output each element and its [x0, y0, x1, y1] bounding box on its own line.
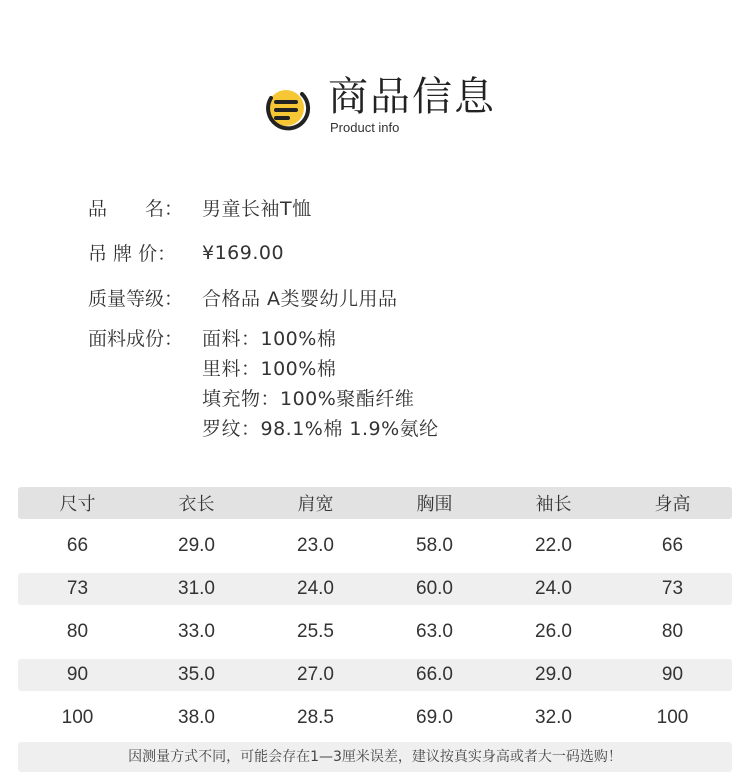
page-title: 商品信息 [328, 74, 496, 120]
table-cell: 25.5 [297, 621, 334, 642]
table-cell: 90 [66, 664, 89, 685]
table-row [18, 573, 732, 605]
table-cell: 22.0 [535, 535, 572, 556]
table-cell: 58.0 [416, 535, 453, 556]
product-info [88, 185, 439, 444]
table-header-cell: 尺寸 [59, 494, 96, 515]
table-cell: 32.0 [535, 707, 572, 728]
table-cell: 33.0 [178, 621, 215, 642]
table-header-cell: 袖长 [535, 494, 572, 515]
info-label: 质量等级： [88, 288, 184, 310]
table-cell: 35.0 [178, 664, 215, 685]
table-cell: 100 [61, 707, 94, 728]
fabric-line: 面料：100%棉 [202, 328, 337, 350]
table-cell: 24.0 [535, 578, 572, 599]
table-cell: 38.0 [178, 707, 215, 728]
table-cell: 73 [661, 578, 684, 599]
info-label: 面料成份： [88, 328, 184, 350]
info-row-name [88, 185, 439, 230]
table-cell: 90 [661, 664, 684, 685]
info-row-fabric [88, 324, 439, 444]
section-header [0, 70, 750, 140]
fabric-line: 填充物：100%聚酯纤维 [202, 388, 415, 410]
document-icon [262, 84, 312, 132]
info-value: ¥169.00 [202, 241, 285, 264]
table-cell: 29.0 [535, 664, 572, 685]
page-subtitle: Product info [330, 120, 400, 135]
table-header-cell: 胸围 [416, 494, 453, 515]
table-row [18, 702, 732, 734]
table-cell: 66 [66, 535, 89, 556]
table-header-cell: 肩宽 [297, 494, 334, 515]
table-cell: 23.0 [297, 535, 334, 556]
table-cell: 24.0 [297, 578, 334, 599]
table-cell: 73 [66, 578, 89, 599]
table-cell: 69.0 [416, 707, 453, 728]
table-cell: 27.0 [297, 664, 334, 685]
table-cell: 66 [661, 535, 684, 556]
table-cell: 28.5 [297, 707, 334, 728]
info-label: 吊 牌 价： [88, 243, 177, 265]
size-table [18, 487, 732, 734]
table-header-cell: 身高 [654, 494, 691, 515]
table-cell: 31.0 [178, 578, 215, 599]
table-cell: 63.0 [416, 621, 453, 642]
fabric-lines [202, 324, 439, 444]
table-row [18, 530, 732, 562]
table-cell: 60.0 [416, 578, 453, 599]
table-row [18, 616, 732, 648]
info-label: 品 名： [88, 198, 184, 220]
info-value: 男童长袖T恤 [202, 198, 312, 220]
measurement-note: 因测量方式不同，可能会存在1—3厘米误差，建议按真实身高或者大一码选购！ [18, 742, 732, 772]
table-header-row [18, 487, 732, 519]
table-cell: 80 [66, 621, 89, 642]
fabric-line: 里料：100%棉 [202, 358, 337, 380]
table-row [18, 659, 732, 691]
table-cell: 80 [661, 621, 684, 642]
info-row-grade [88, 275, 439, 320]
info-value: 合格品 A类婴幼儿用品 [202, 288, 398, 310]
fabric-line: 罗纹：98.1%棉 1.9%氨纶 [202, 418, 439, 440]
table-cell: 29.0 [178, 535, 215, 556]
table-header-cell: 衣长 [178, 494, 215, 515]
table-cell: 66.0 [416, 664, 453, 685]
table-cell: 26.0 [535, 621, 572, 642]
info-row-price [88, 230, 439, 275]
table-cell: 100 [656, 707, 689, 728]
